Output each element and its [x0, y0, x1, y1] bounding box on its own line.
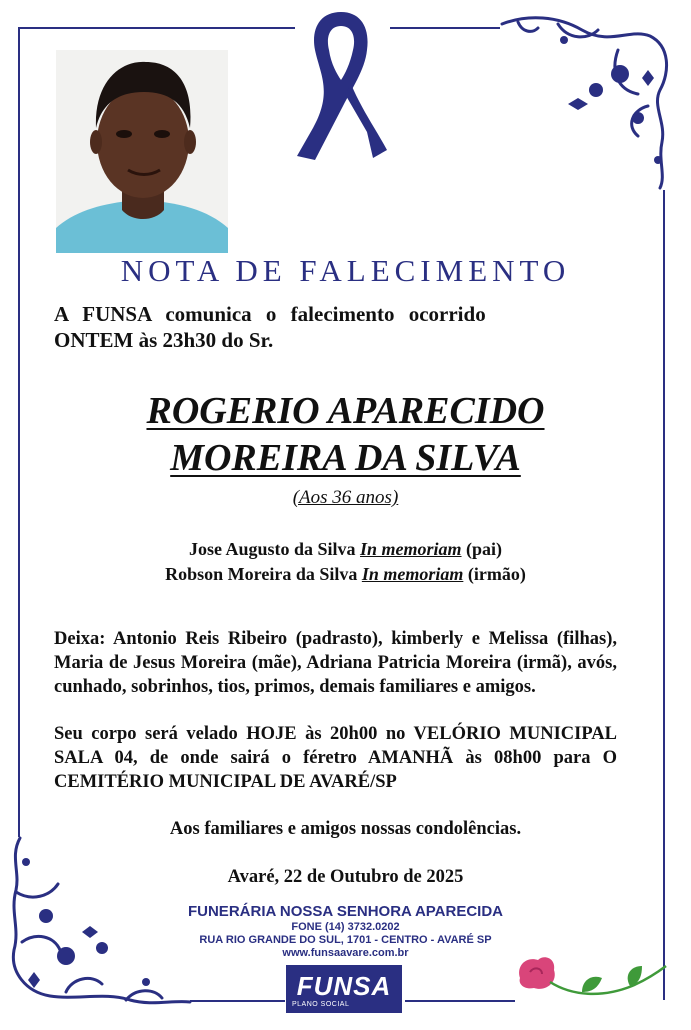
frame-bottom-left: [190, 1000, 285, 1002]
date-line: Avaré, 22 de Outubro de 2025: [227, 867, 464, 887]
intro-line-2: ONTEM às 23h30 do Sr.: [54, 328, 274, 352]
logo-subtext: PLANO SOCIAL: [292, 1001, 350, 1008]
logo-text: FUNSA: [296, 971, 392, 1001]
funeral-home-address: RUA RIO GRANDE DO SUL, 1701 - CENTRO - AVARÉ SP: [199, 934, 492, 946]
rose-icon: [512, 952, 672, 1004]
memoriam-name: Jose Augusto da Silva: [188, 539, 356, 559]
survivors-paragraph: Deixa: Antonio Reis Ribeiro (padrasto), kimberly e Melissa (filhas), Maria de Jesus Moreira (mãe), Adriana Patricia Moreira (irmã), avós, cunhado, sobrinhos, tios, primos, demais familiares e amigos.: [54, 629, 617, 697]
deceased-name-line-2: MOREIRA DA SILVA: [170, 437, 521, 479]
frame-top-left: [18, 27, 295, 29]
deceased-age: (Aos 36 anos): [292, 487, 399, 508]
funeral-home-name: FUNERÁRIA NOSSA SENHORA APARECIDA: [187, 903, 503, 920]
funeral-home-website: www.funsaavare.com.br: [282, 947, 409, 959]
memoriam-note: In memoriam: [360, 539, 462, 559]
memoriam-line: [0, 539, 691, 560]
page-title: NOTA DE FALECIMENTO: [120, 253, 571, 288]
intro-line-1: A FUNSA comunica o falecimento ocorrido: [54, 302, 486, 326]
condolences-text: Aos familiares e amigos nossas condolências.: [169, 819, 522, 839]
floral-ornament-top-right: [498, 10, 678, 195]
frame-top-right: [390, 27, 500, 29]
memoriam-line: [0, 564, 691, 585]
deceased-photo: [56, 50, 228, 253]
wake-paragraph: Seu corpo será velado HOJE às 20h00 no VELÓRIO MUNICIPAL SALA 04, de onde sairá o féretro AMANHÃ às 08h00 para O CEMITÉRIO MUNICIPAL DE AVARÉ/SP: [54, 724, 617, 792]
funsa-logo: [286, 965, 402, 1013]
memoriam-name: Robson Moreira da Silva: [165, 564, 358, 584]
funeral-home-phone: FONE (14) 3732.0202: [291, 921, 400, 933]
memoriam-note: In memoriam: [361, 564, 464, 584]
intro-text: [54, 301, 614, 353]
deceased-name-line-1: ROGERIO APARECIDO: [146, 390, 545, 432]
frame-bottom-right: [405, 1000, 515, 1002]
mourning-ribbon-icon: [293, 8, 389, 163]
memoriam-relation: (irmão): [467, 564, 526, 584]
memoriam-relation: (pai): [466, 539, 503, 559]
